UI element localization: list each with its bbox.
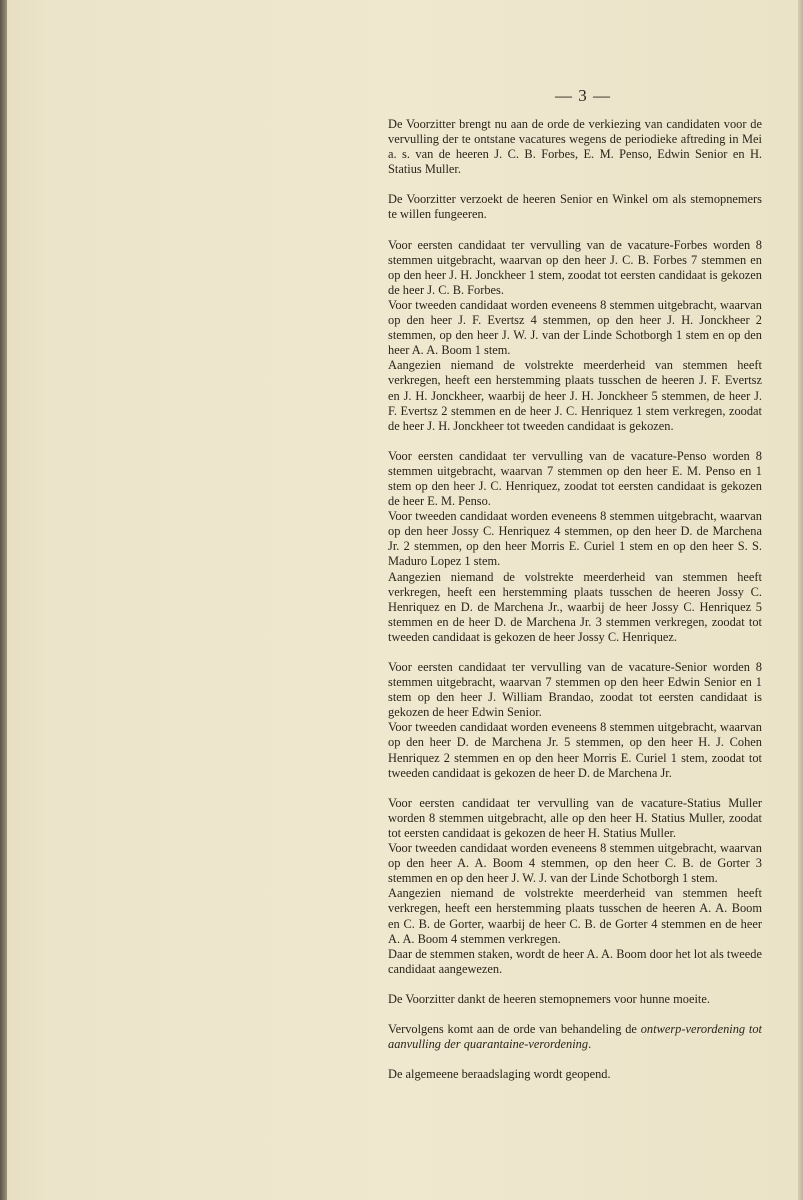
paragraph: Aangezien niemand de volstrekte meerderheid van stemmen heeft verkregen, heeft een herstemming plaats tusschen de heeren Jossy C. Henriquez en D. de Marchena Jr., waarbij de heer Jossy C. Henriquez 5 stemmen en de heer D. de Marchena Jr. 3 stemmen verkregen, zoodat tot tweeden candidaat is gekozen de heer Jossy C. Henriquez. [388, 569, 762, 644]
paragraph: Voor tweeden candidaat worden eveneens 8 stemmen uitgebracht, waarvan op den heer Jossy C. Henriquez 4 stemmen, op den heer D. de Marchena Jr. 2 stemmen, op den heer Morris E. Curiel 1 stem en op den heer S. S. Maduro Lopez 1 stem. [388, 509, 762, 569]
paragraph: De Voorzitter verzoekt de heeren Senior en Winkel om als stemopnemers te willen fungeeren. [388, 192, 762, 222]
page-right-edge [798, 0, 803, 1200]
body-text [388, 117, 762, 1082]
paragraph-list [388, 117, 762, 1007]
page-binding-edge [0, 0, 7, 1200]
agenda-lead: Vervolgens komt aan de orde van behandeling de [388, 1021, 641, 1036]
closing-paragraph: De algemeene beraadslaging wordt geopend. [388, 1067, 611, 1082]
paragraph: Voor tweeden candidaat worden eveneens 8 stemmen uitgebracht, waarvan op den heer A. A. Boom 4 stemmen, op den heer C. B. de Gorter 3 stemmen en op den heer J. W. J. van der Linde Schotborgh 1 stem. [388, 841, 762, 886]
paragraph: Aangezien niemand de volstrekte meerderheid van stemmen heeft verkregen, heeft een herstemming plaats tusschen de heeren A. A. Boom en C. B. de Gorter, waarbij de heer C. B. de Gorter 4 stemmen en de heer A. A. Boom 4 stemmen verkregen. [388, 886, 762, 946]
paragraph: Voor eersten candidaat ter vervulling van de vacature-Senior worden 8 stemmen uitgebracht, waarvan 7 stemmen op den heer Edwin Senior en 1 stem op den heer J. William Brandao, zoodat tot eersten candidaat is gekozen de heer Edwin Senior. [388, 660, 762, 720]
agenda-paragraph [388, 1022, 762, 1052]
paragraph: De Voorzitter dankt de heeren stemopnemers voor hunne moeite. [388, 991, 710, 1006]
paragraph: Voor eersten candidaat ter vervulling van de vacature-Penso worden 8 stemmen uitgebracht, waarvan 7 stemmen op den heer E. M. Penso en 1 stem op den heer J. C. Henriquez, zoodat tot eersten candidaat is gekozen de heer E. M. Penso. [388, 448, 762, 509]
paragraph: Voor tweeden candidaat worden eveneens 8 stemmen uitgebracht, waarvan op den heer D. de Marchena Jr. 5 stemmen, op den heer H. J. Cohen Henriquez 2 stemmen en op den heer Morris E. Curiel 1 stem, zoodat tot tweeden candidaat is gekozen de heer D. de Marchena Jr. [388, 720, 762, 780]
paragraph: De Voorzitter brengt nu aan de orde de verkiezing van candidaten voor de vervulling der te ontstane vacatures wegens de periodieke aftreding in Mei a. s. van de heeren J. C. B. Forbes, E. M. Penso, Edwin Senior en H. Statius Muller. [388, 117, 762, 177]
paragraph: Voor eersten candidaat ter vervulling van de vacature-Statius Muller worden 8 stemmen uitgebracht, alle op den heer H. Statius Muller, zoodat tot eersten candidaat is gekozen de heer H. Statius Muller. [388, 795, 762, 840]
paragraph: Voor tweeden candidaat worden eveneens 8 stemmen uitgebracht, waarvan op den heer J. F. Evertsz 4 stemmen, op den heer J. H. Jonckheer 2 stemmen, op den heer J. W. J. van der Linde Schotborgh 1 stem en op den heer A. A. Boom 1 stem. [388, 297, 762, 358]
agenda-item-title: ontwerp-verordening tot aanvulling der quarantaine-verordening [388, 1021, 763, 1052]
agenda-tail: . [588, 1037, 592, 1052]
paragraph: Voor eersten candidaat ter vervulling van de vacature-Forbes worden 8 stemmen uitgebracht, waarvan op den heer J. C. B. Forbes 7 stemmen en op den heer J. H. Jonckheer 1 stem, zoodat tot eersten candidaat is gekozen de heer J. C. B. Forbes. [388, 237, 762, 297]
page-number: — 3 — [555, 86, 611, 105]
paragraph: Aangezien niemand de volstrekte meerderheid van stemmen heeft verkregen, heeft een herstemming plaats tusschen de heeren J. F. Evertsz en J. H. Jonckheer, waarbij de heer J. H. Jonckheer 5 stemmen, de heer J. F. Evertsz 2 stemmen en de heer J. C. Henriquez 1 stem verkregen, zoodat de heer J. H. Jonckheer tot tweeden candidaat is gekozen. [388, 358, 762, 433]
paragraph: Daar de stemmen staken, wordt de heer A. A. Boom door het lot als tweede candidaat aangewezen. [388, 946, 762, 976]
